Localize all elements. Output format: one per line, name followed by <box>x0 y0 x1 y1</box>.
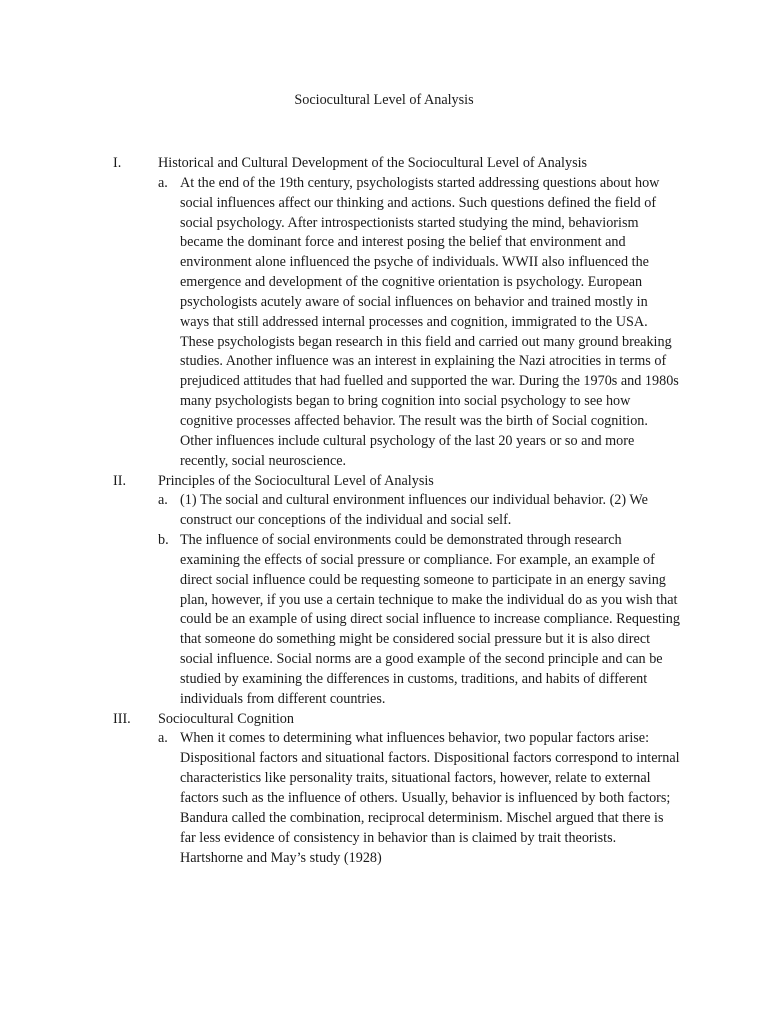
item-letter: b. <box>158 532 169 549</box>
section-2 <box>0 472 768 710</box>
outline-item <box>0 531 768 710</box>
section-3 <box>0 710 768 869</box>
outline <box>0 154 768 868</box>
section-heading: Principles of the Sociocultural Level of Analysis <box>158 472 434 489</box>
document-title: Sociocultural Level of Analysis <box>294 92 474 108</box>
item-text: At the end of the 19th century, psychologists started addressing questions about how social influences affect our thinking and actions. Such questions defined the field of social psychology. After introspectionists started studying the mind, behaviorism became the dominant force and interest posing the belief that environment and environment alone influenced the psyche of individuals. WWII also influenced the emergence and development of the cognitive orientation is psychology. European psychologists acutely aware of social influences on behavior and trained mostly in ways that still addressed internal processes and cognition, immigrated to the USA. These psychologists began research in this field and carried out many ground breaking studies. Another influence was an interest in explaining the Nazi atrocities in terms of prejudiced attitudes that had fuelled and supported the war. During the 1970s and 1980s many psychologists began to bring cognition into social psychology to see how cognitive processes affected behavior. The result was the birth of Social cognition. Other influences include cultural psychology of the last 20 years or so and more recently, social neuroscience. <box>180 174 679 469</box>
section-numeral: II. <box>113 472 126 489</box>
item-letter: a. <box>158 730 168 747</box>
section-numeral: I. <box>113 155 122 171</box>
outline-item <box>0 729 768 868</box>
item-text: The influence of social environments could be demonstrated through research examining the effects of social pressure or compliance. For example, an example of direct social influence could be requesting someone to participate in an energy saving plan, however, if you use a certain technique to make the individual do as you wish that could be an example of using direct social influence to increase compliance. Requesting that someone do something might be considered social pressure but it is also direct social influence. Social norms are a good example of the second principle and can be studied by examining the differences in customs, traditions, and habits of different individuals from different countries. <box>180 532 680 707</box>
section-1 <box>0 154 768 472</box>
section-heading: Sociocultural Cognition <box>158 710 294 727</box>
item-text: (1) The social and cultural environment influences our individual behavior. (2) We construct our conceptions of the individual and social self. <box>180 492 648 529</box>
outline-item <box>0 174 768 472</box>
item-letter: a. <box>158 492 168 509</box>
outline-item <box>0 491 768 531</box>
section-heading: Historical and Cultural Development of the Sociocultural Level of Analysis <box>158 155 588 171</box>
item-letter: a. <box>158 174 168 191</box>
section-numeral: III. <box>113 710 131 727</box>
item-text: When it comes to determining what influences behavior, two popular factors arise: Dispositional factors and situational factors. Dispositional factors correspond to internal characteristics like personality traits, situational factors, however, relate to external factors such as the influence of others. Usually, behavior is influenced by both factors; Bandura called the combination, reciprocal determinism. Mischel argued that there is far less evidence of consistency in behavior than is claimed by trait theorists. Hartshorne and May’s study (1928) <box>180 730 680 866</box>
